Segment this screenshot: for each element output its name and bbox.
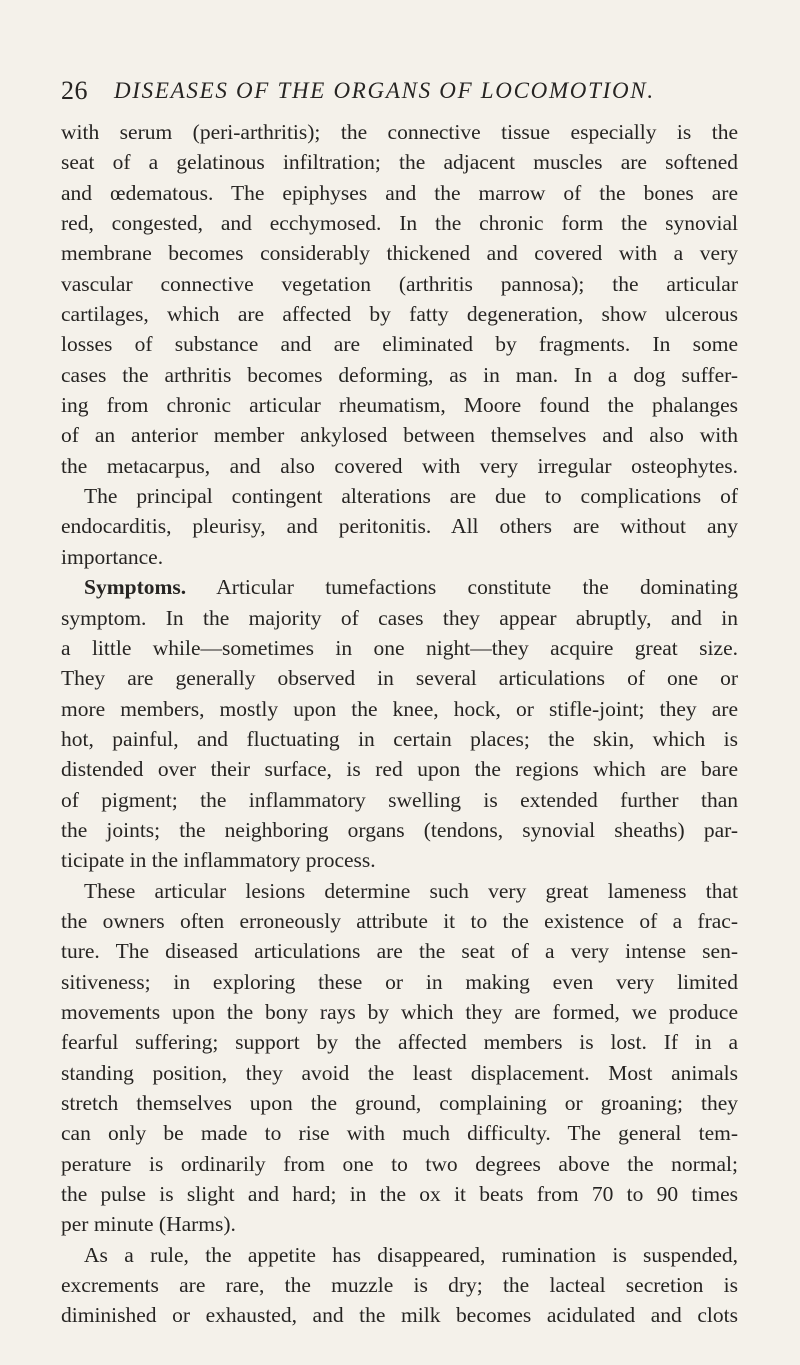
text-line: the owners often erroneously attribute it to the existence of a frac- — [61, 908, 738, 933]
text-line: The principal contingent alterations are due to complications of — [84, 484, 738, 509]
text-line: the metacarpus, and also covered with very irregular osteophytes. — [61, 453, 738, 478]
text-line: vascular connective vegetation (arthritis pannosa); the articular — [61, 271, 738, 296]
text-line: symptom. In the majority of cases they appear abruptly, and in — [61, 605, 738, 630]
text-line: losses of substance and are eliminated by fragments. In some — [61, 332, 738, 357]
text-line: perature is ordinarily from one to two degrees above the normal; — [61, 1151, 738, 1176]
text-line: ticipate in the inflammatory process. — [61, 848, 376, 873]
text-line: cases the arthritis becomes deforming, as in man. In a dog suffer- — [61, 362, 738, 387]
text-line: distended over their surface, is red upon the regions which are bare — [61, 757, 738, 782]
text-line: hot, painful, and fluctuating in certain places; the skin, which is — [61, 726, 738, 751]
text-line: of pigment; the inflammatory swelling is extended further than — [61, 787, 738, 812]
text-line: a little while—sometimes in one night—they acquire great size. — [61, 635, 738, 660]
text-line: membrane becomes considerably thickened and covered with a very — [61, 241, 738, 266]
text-line: They are generally observed in several articulations of one or — [61, 666, 738, 691]
page-header — [61, 76, 741, 106]
text-line: endocarditis, pleurisy, and peritonitis. All others are without any — [61, 514, 738, 539]
text-line: sitiveness; in exploring these or in making even very limited — [61, 969, 738, 994]
text-line: the joints; the neighboring organs (tendons, synovial sheaths) par- — [61, 817, 738, 842]
text-line: more members, mostly upon the knee, hock, or stifle-joint; they are — [61, 696, 738, 721]
paragraph-with-heading — [61, 572, 738, 602]
text-line: standing position, they avoid the least displacement. Most animals — [61, 1060, 738, 1085]
text-line: Articular tumefactions constitute the dominating — [186, 575, 738, 600]
text-line: As a rule, the appetite has disappeared, rumination is suspended, — [84, 1242, 738, 1267]
text-line: importance. — [61, 544, 164, 569]
running-head: DISEASES OF THE ORGANS OF LOCOMOTION. — [114, 78, 655, 103]
text-line: ture. The diseased articulations are the seat of a very intense sen- — [61, 939, 738, 964]
text-line: These articular lesions determine such very great lameness that — [84, 878, 738, 903]
text-line: red, congested, and ecchymosed. In the chronic form the synovial — [61, 211, 738, 236]
text-line: can only be made to rise with much difficulty. The general tem- — [61, 1121, 738, 1146]
text-line: movements upon the bony rays by which they are formed, we produce — [61, 999, 738, 1024]
text-line: with serum (peri-arthritis); the connective tissue especially is the — [61, 120, 738, 144]
page-number: 26 — [61, 76, 88, 105]
text-line: and œdematous. The epiphyses and the marrow of the bones are — [61, 180, 738, 205]
text-line: the pulse is slight and hard; in the ox it beats from 70 to 90 times — [61, 1182, 738, 1207]
text-line: fearful suffering; support by the affected members is lost. If in a — [61, 1030, 738, 1055]
text-line: of an anterior member ankylosed between themselves and also with — [61, 423, 738, 448]
text-line: cartilages, which are affected by fatty degeneration, show ulcerous — [61, 302, 738, 327]
text-line: stretch themselves upon the ground, complaining or groaning; they — [61, 1091, 738, 1115]
text-line: diminished or exhausted, and the milk becomes acidulated and clots — [61, 1303, 738, 1328]
text-line: excrements are rare, the muzzle is dry; the lacteal secretion is — [61, 1273, 738, 1298]
text-line: ing from chronic articular rheumatism, Moore found the phalanges — [61, 393, 738, 418]
text-line: seat of a gelatinous infiltration; the adjacent muscles are softened — [61, 150, 738, 175]
body-text — [61, 117, 738, 1331]
text-line: per minute (Harms). — [61, 1212, 236, 1237]
section-heading-symptoms: Symptoms. — [84, 575, 187, 600]
